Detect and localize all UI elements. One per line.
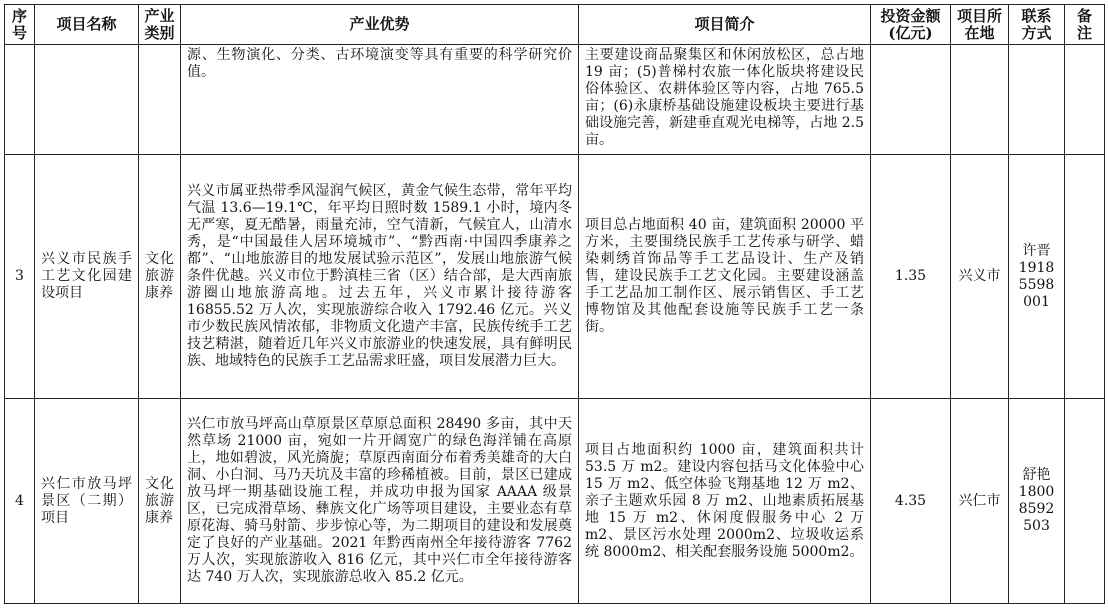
cell-remark bbox=[1065, 399, 1105, 604]
header-investment: 投资金额 (亿元) bbox=[871, 5, 951, 45]
cell-seq: 4 bbox=[5, 399, 35, 604]
header-category: 产业 类别 bbox=[139, 5, 181, 45]
header-row bbox=[5, 5, 1105, 45]
header-location: 项目所 在地 bbox=[951, 5, 1009, 45]
table-row bbox=[5, 45, 1105, 155]
cell-remark bbox=[1065, 45, 1105, 155]
cell-category bbox=[139, 45, 181, 155]
cell-remark bbox=[1065, 155, 1105, 399]
header-advantage: 产业优势 bbox=[181, 5, 579, 45]
header-intro: 项目简介 bbox=[579, 5, 871, 45]
cell-category: 文化旅游康养 bbox=[139, 155, 181, 399]
cell-category: 文化旅游康养 bbox=[139, 399, 181, 604]
cell-location: 兴仁市 bbox=[951, 399, 1009, 604]
cell-intro: 项目总占地面积 40 亩，建筑面积 20000 平方米，主要围绕民族手工艺传承与研学、蜡染刺绣首饰品等手工艺品设计、生产及销售，建设民族手工艺文化园。主要建设涵盖手工艺品加工制作区、展示销售区、手工艺博物馆及其他配套设施等民族手工艺一条街。 bbox=[579, 155, 871, 399]
header-remark: 备 注 bbox=[1065, 5, 1105, 45]
cell-investment bbox=[871, 45, 951, 155]
header-seq: 序 号 bbox=[5, 5, 35, 45]
cell-location bbox=[951, 45, 1009, 155]
header-name: 项目名称 bbox=[35, 5, 139, 45]
cell-investment: 4.35 bbox=[871, 399, 951, 604]
header-contact: 联系 方式 bbox=[1009, 5, 1065, 45]
cell-advantage: 源、生物演化、分类、古环境演变等具有重要的科学研究价值。 bbox=[181, 45, 579, 155]
cell-advantage: 兴仁市放马坪高山草原景区草原总面积 28490 多亩，其中天然草场 21000 亩，宛如一片开阔宽广的绿色海洋铺在高原上，地如碧波，风光旖旎；草原西南面分布着秀美雄奇的大白洞、小白洞、马乃天坑及丰富的珍稀植被。目前，景区已建成放马坪一期基础设施工程，并成功申报为国家 AAAA 级景区，已完成滑草场、彝族文化广场等项目建设，主要业态有草原花海、骑马射箭、步步惊心等，为二期项目的建设和发展奠定了良好的产业基础。2021 年黔西南州全年接待游客 7762 万人次，实现旅游收入 816 亿元，其中兴仁市全年接待游客达 740 万人次，实现旅游总收入 85.2 亿元。 bbox=[181, 399, 579, 604]
table-row bbox=[5, 155, 1105, 399]
cell-location: 兴义市 bbox=[951, 155, 1009, 399]
cell-contact bbox=[1009, 45, 1065, 155]
cell-advantage: 兴义市属亚热带季风湿润气候区，黄金气候生态带，常年平均气温 13.6—19.1℃，年平均日照时数 1589.1 小时，境内冬无严寒，夏无酷暑，雨量充沛，空气清新，气候宜人，山清水秀，是“中国最佳人居环境城市”、“黔西南·中国四季康养之都”、“山地旅游目的地发展试验示范区”，发展山地旅游气候条件优越。兴义市位于黔滇桂三省（区）结合部，是大西南旅游圈山地旅游高地。过去五年，兴义市累计接待游客 16855.52 万人次，实现旅游综合收入 1792.46 亿元。兴义市少数民族风情浓郁，非物质文化遗产丰富，民族传统手工艺技艺精湛，随着近几年兴义市旅游业的快速发展，具有鲜明民族、地域特色的民族手工艺品需求旺盛，项目发展潜力巨大。 bbox=[181, 155, 579, 399]
table-row bbox=[5, 399, 1105, 604]
cell-name: 兴仁市放马坪景区（二期）项目 bbox=[35, 399, 139, 604]
cell-name: 兴义市民族手工艺文化园建设项目 bbox=[35, 155, 139, 399]
cell-investment: 1.35 bbox=[871, 155, 951, 399]
cell-seq: 3 bbox=[5, 155, 35, 399]
project-table bbox=[4, 4, 1105, 604]
cell-intro: 主要建设商品聚集区和休闲放松区，总占地 19 亩；(5)普梯村农旅一体化版块将建设民俗体验区、农耕体验区等内容，占地 765.5 亩；(6)永康桥基础设施建设板块主要进行基础设施完善，新建垂直观光电梯等，占地 2.5 亩。 bbox=[579, 45, 871, 155]
cell-intro: 项目占地面积约 1000 亩，建筑面积共计 53.5 万 m2。建设内容包括马文化体验中心 15 万 m2、低空体验飞翔基地 12 万 m2、亲子主题欢乐园 8 万 m2、山地素质拓展基地 15 万 m2、休闲度假服务中心 2 万 m2、景区污水处理 2000m2、垃圾收运系统 8000m2、相关配套服务设施 5000m2。 bbox=[579, 399, 871, 604]
cell-name bbox=[35, 45, 139, 155]
cell-contact: 许晋 1918 5598 001 bbox=[1009, 155, 1065, 399]
cell-contact: 舒艳 1800 8592 503 bbox=[1009, 399, 1065, 604]
cell-seq bbox=[5, 45, 35, 155]
